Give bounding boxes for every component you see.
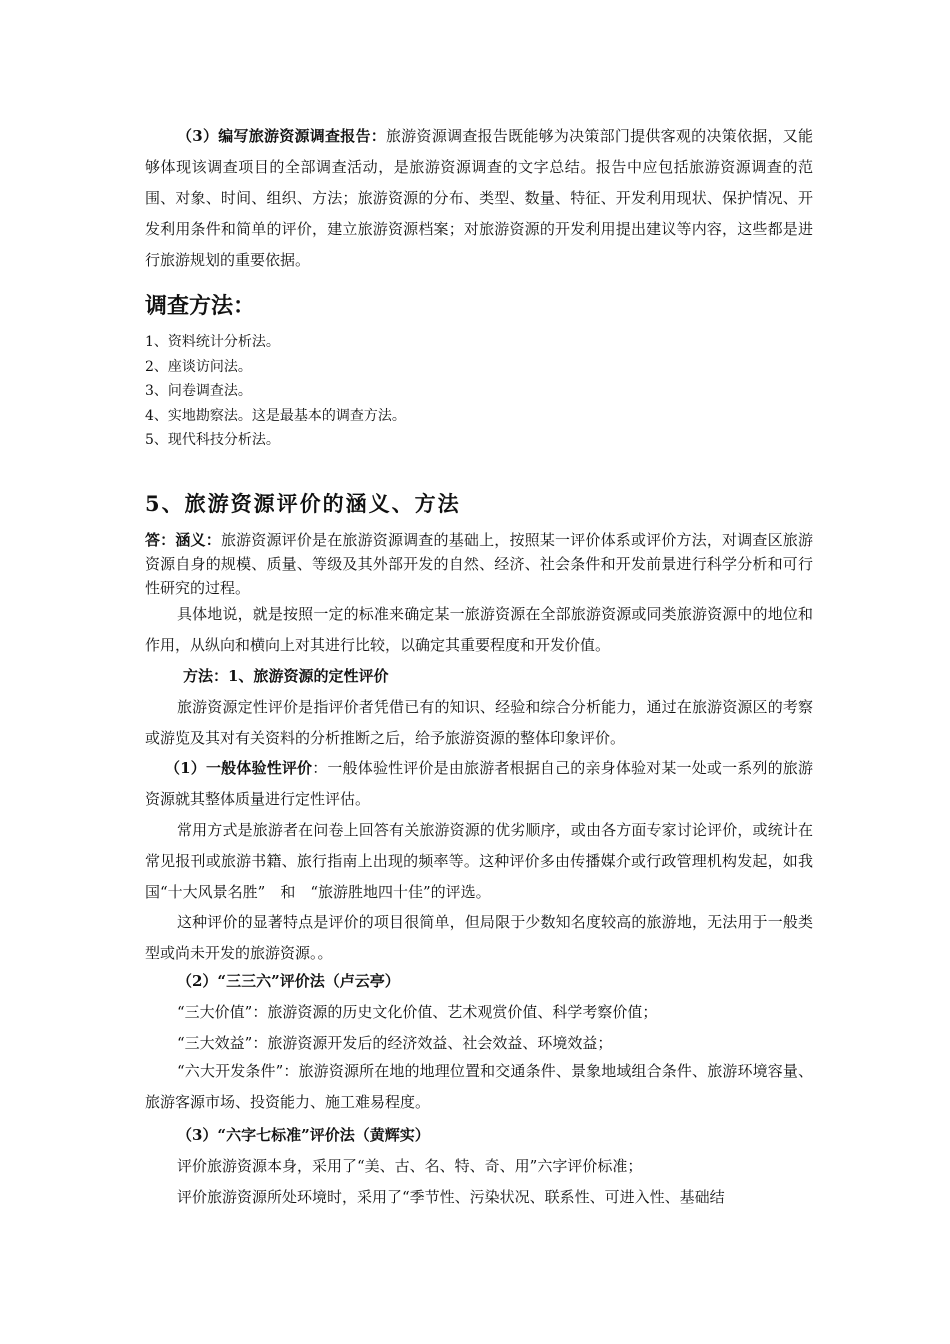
definition-paragraph [145, 528, 813, 600]
general-text: ：一般体验性评价是由旅游者根据自己的亲身体验对某一处或一系列的旅游资源就其整体质量进行定性评估。 [145, 759, 813, 808]
seven-standards-line: 评价旅游资源所处环境时，采用了“季节性、污染状况、联系性、可进入性、基础结 [177, 1188, 725, 1206]
report-paragraph [145, 121, 813, 276]
answer-text: 旅游资源评价是在旅游资源调查的基础上，按照某一评价体系或评价方法，对调查区旅游资源自身的规模、质量、等级及其外部开发的自然、经济、社会条件和开发前景进行科学分析和可行性研究的过程。 [145, 531, 813, 597]
feature-paragraph: 这种评价的显著特点是评价的项目很简单，但局限于少数知名度较高的旅游地，无法用于一般类型或尚未开发的旅游资源。。 [145, 913, 813, 962]
six-seven-heading: （3）“六字七标准”评价法（黄辉实） [177, 1126, 430, 1144]
report-label: （3）编写旅游资源调查报告： [177, 127, 387, 145]
report-text: 旅游资源调查报告既能够为决策部门提供客观的决策依据，又能够体现该调查项目的全部调查活动，是旅游资源调查的文字总结。报告中应包括旅游资源调查的范围、对象、时间、组织、方法；旅游资源的分布、类型、数量、特征、开发利用现状、保护情况、开发利用条件和简单的评价，建立旅游资源档案；对旅游资源的开发利用提出建议等内容，这些都是进行旅游规划的重要依据。 [145, 127, 813, 269]
qualitative-paragraph: 旅游资源定性评价是指评价者凭借已有的知识、经验和综合分析能力，通过在旅游资源区的考察或游览及其对有关资料的分析推断之后，给予旅游资源的整体印象评价。 [145, 698, 813, 747]
three-benefits-line: “三大效益”：旅游资源开发后的经济效益、社会效益、环境效益； [177, 1034, 613, 1052]
six-chars-line: 评价旅游资源本身，采用了“美、古、名、特、奇、用”六字评价标准； [177, 1157, 643, 1175]
method-heading: 方法：1、旅游资源的定性评价 [183, 667, 389, 685]
list-item: 4、实地勘察法。这是最基本的调查方法。 [145, 407, 406, 424]
methods-heading: 调查方法： [145, 294, 256, 319]
methods-list [145, 330, 406, 453]
list-item: 5、现代科技分析法。 [145, 432, 280, 448]
three-three-six-heading: （2）“三三六”评价法（卢云亭） [177, 972, 400, 990]
three-values-line: “三大价值”：旅游资源的历史文化价值、艺术观赏价值、科学考察价值； [177, 1003, 658, 1021]
section5-heading: 5、旅游资源评价的涵义、方法 [145, 491, 461, 516]
general-label: （1）一般体验性评价 [165, 759, 313, 777]
specific-paragraph: 具体地说，就是按照一定的标准来确定某一旅游资源在全部旅游资源或同类旅游资源中的地位和作用，从纵向和横向上对其进行比较，以确定其重要程度和开发价值。 [145, 605, 813, 654]
answer-label: 答：涵义： [145, 531, 221, 549]
common-paragraph: 常用方式是旅游者在问卷上回答有关旅游资源的优劣顺序，或由各方面专家讨论评价，或统计在常见报刊或旅游书籍、旅行指南上出现的频率等。这种评价多由传播媒介或行政管理机构发起，如我国“十大风景名胜” 和 “旅游胜地四十佳”的评选。 [145, 821, 813, 901]
list-item: 3、问卷调查法。 [145, 383, 252, 399]
general-paragraph [145, 753, 813, 815]
list-item: 2、座谈访问法。 [145, 358, 252, 375]
six-conditions-paragraph: “六大开发条件”：旅游资源所在地的地理位置和交通条件、景象地域组合条件、旅游环境容量、旅游客源市场、投资能力、施工难易程度。 [145, 1062, 813, 1111]
list-item: 1、资料统计分析法。 [145, 334, 280, 350]
